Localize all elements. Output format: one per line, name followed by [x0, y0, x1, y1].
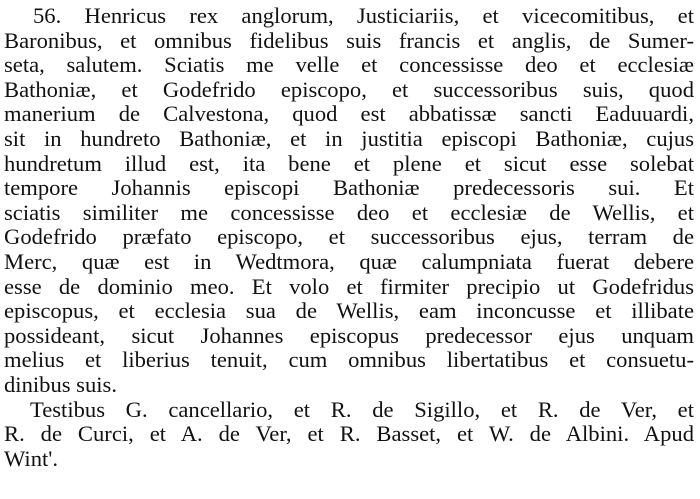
charter-line-11: Merc, quæ est in Wedtmora, quæ calumpniata fuerat debere [4, 248, 694, 274]
charter-line-9: sciatis similiter me concessisse deo et ecclesiæ de Wellis, et [4, 199, 694, 225]
witnesses-line-2: R. de Curci, et A. de Ver, et R. Basset, et W. de Albini. Apud [4, 421, 694, 447]
charter-paragraph [4, 4, 694, 398]
charter-line-13: episcopus, et ecclesia sua de Wellis, eam inconcusse et illibate [4, 298, 694, 324]
charter-line-15: melius et liberius tenuit, cum omnibus libertatibus et consuetu- [4, 347, 694, 373]
charter-line-12: esse de dominio meo. Et volo et firmiter precipio ut Godefridus [4, 273, 694, 299]
charter-line-10: Godefrido præfato episcopo, et successoribus ejus, terram de [4, 224, 694, 250]
charter-line-16: dinibus suis. [4, 371, 117, 397]
charter-line-4: Bathoniæ, et Godefrido episcopo, et successoribus suis, quod [4, 76, 694, 102]
witnesses-line-1: Testibus G. cancellario, et R. de Sigillo, et R. de Ver, et [30, 396, 694, 422]
charter-line-2: Baronibus, et omnibus fidelibus suis francis et anglis, de Sumer- [4, 27, 694, 53]
charter-line-3: seta, salutem. Sciatis me velle et concessisse deo et ecclesiæ [4, 52, 694, 78]
charter-line-5: manerium de Calvestona, quod est abbatissæ sancti Eaduuardi, [4, 101, 694, 127]
charter-line-6: sit in hundreto Bathoniæ, et in justitia episcopi Bathoniæ, cujus [4, 125, 694, 151]
document-page [4, 4, 694, 471]
witnesses-paragraph [4, 398, 694, 472]
charter-line-14: possideant, sicut Johannes episcopus predecessor ejus unquam [4, 322, 694, 348]
charter-line-1: 56. Henricus rex anglorum, Justiciariis, et vicecomitibus, et [33, 3, 694, 28]
charter-line-7: hundretum illud est, ita bene et plene et sicut esse solebat [4, 150, 694, 176]
witnesses-line-3: Wint'. [4, 445, 58, 471]
charter-line-8: tempore Johannis episcopi Bathoniæ predecessoris sui. Et [4, 175, 694, 201]
